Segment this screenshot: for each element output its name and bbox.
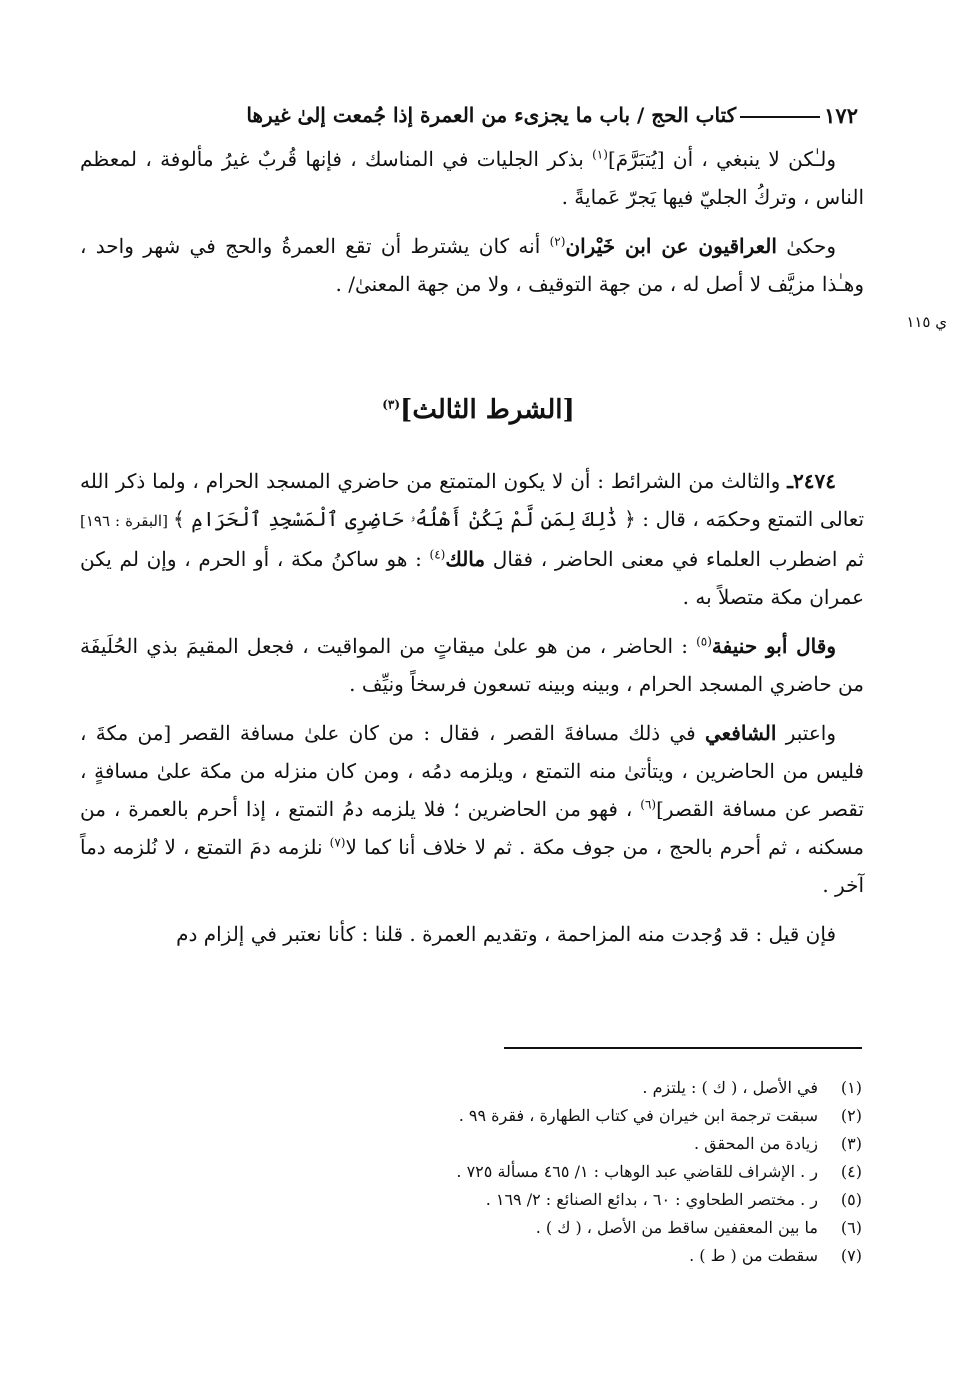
footnote-text: زيادة من المحقق . xyxy=(694,1133,818,1153)
paragraph-number: ٢٤٧٤ـ xyxy=(787,469,836,493)
header-rule xyxy=(740,116,820,118)
p5-text-c: ، فهو من الحاضرين ؛ فلا يلزمه دمُ التمتع ، إذا أحرم بالعمرة ، من مسكنه ، ثم أحرم بالحج ، من جوف مكة . ثم لا خلاف أنا كما لا xyxy=(80,797,865,859)
quran-ref: [البقرة : ١٩٦] xyxy=(80,512,173,530)
p3-text-a: والثالث من الشرائط : أن لا يكون المتمتع من حاضري المسجد الحرام ، ولما ذكر الله تعالى التمتع وحكمَه ، قال : xyxy=(80,469,865,531)
footnote-text: في الأصل ، ( ك ) : يلتزم . xyxy=(642,1077,818,1097)
quran-quote: ﴿ ذَٰلِكَ لِمَن لَّمْ يَكُنْ أَهْلُهُۥ حَاضِرِى ٱلْمَسْجِدِ ٱلْحَرَامِ ﴾ xyxy=(172,507,636,531)
margin-folio-note: ي ١١٥ xyxy=(906,313,947,331)
footnote-ref-3: (٣) xyxy=(382,397,401,412)
footnote-item xyxy=(162,1157,862,1185)
footnote-number: (٣) xyxy=(840,1133,862,1153)
p1-text-b: بذكر الجليات في المناسك ، فإنها قُربٌ غيرُ مألوفة ، لمعظم الناس ، وتركُ الجليّ فيها يَجرّ عَمايةً . xyxy=(80,147,864,209)
footnote-item xyxy=(162,1101,862,1129)
p5-text-a: واعتبر xyxy=(776,721,836,745)
paragraph-3 xyxy=(80,462,864,616)
footnote-item xyxy=(162,1073,862,1101)
footnotes xyxy=(162,1073,862,1269)
p4-bold-abu-hanifa: وقال أبو حنيفة xyxy=(711,634,836,658)
header-title: كتاب الحج / باب ما يجزىء من العمرة إذا جُمعت إلىٰ غيرها xyxy=(246,103,737,127)
text-block-main xyxy=(80,462,864,964)
footnote-item xyxy=(162,1241,862,1269)
paragraph-2 xyxy=(80,227,864,303)
footnote-ref-6: (٦) xyxy=(640,797,657,812)
footnote-number: (٥) xyxy=(840,1189,862,1209)
paragraph-1 xyxy=(80,140,864,216)
paragraph-4 xyxy=(80,627,864,703)
p3-bold-malik: مالك xyxy=(445,547,486,571)
p5-text-b: في ذلك مسافةَ القصر ، فقال : من كان علىٰ مسافة القصر [من مكةَ ، فليس من الحاضرين ، ويتأتىٰ منه التمتع ، ويلزمه دمُه ، ومن كان منزله من مكة علىٰ مسافةٍ ، تقصر عن مسافة القصر] xyxy=(80,721,864,821)
footnote-number: (٧) xyxy=(840,1245,862,1265)
p1-text-a: ولـٰكن لا ينبغي ، أن [يُتبَرَّمَ] xyxy=(607,147,837,171)
footnote-item xyxy=(162,1213,862,1241)
footnote-ref-7: (٧) xyxy=(329,835,346,850)
footnote-number: (٦) xyxy=(840,1217,862,1237)
p2-text-a: وحكىٰ xyxy=(776,234,837,258)
footnote-ref-1: (١) xyxy=(592,147,608,162)
footnote-number: (٢) xyxy=(840,1105,862,1125)
p5-text-d: نلزمه دمَ التمتع ، لا نُلزمه دماً آخر . xyxy=(80,835,864,897)
footnote-number: (١) xyxy=(840,1077,862,1097)
p3-text-b: ثم اضطرب العلماء في معنى الحاضر ، فقال xyxy=(485,547,864,571)
footnote-text: ما بين المعقفين ساقط من الأصل ، ( ك ) . xyxy=(535,1217,818,1237)
paragraph-5 xyxy=(80,714,864,904)
p4-text-a: : الحاضر ، من هو علىٰ ميقاتٍ من المواقيت ، فجعل المقيمَ بذي الحُلَيفَة من حاضري المسجد الحرام ، وبينه وبينه تسعون فرسخاً ونيِّف . xyxy=(80,634,864,696)
footnote-ref-2: (٢) xyxy=(549,234,566,249)
footnote-item xyxy=(162,1129,862,1157)
p2-bold-name: العراقيون عن ابن خَيْران xyxy=(565,234,777,258)
footnote-ref-4: (٤) xyxy=(429,547,446,562)
page-number: ١٧٢ xyxy=(824,102,858,128)
section-heading xyxy=(0,395,957,425)
footnote-text: سقطت من ( ط ) . xyxy=(689,1245,818,1265)
footnote-text: سبقت ترجمة ابن خيران في كتاب الطهارة ، فقرة ٩٩ . xyxy=(458,1105,818,1125)
p6-text-a: فإن قيل : قد وُجدت منه المزاحمة ، وتقديم العمرة . قلنا : كأنا نعتبر في إلزام دم xyxy=(176,922,836,946)
paragraph-6 xyxy=(80,915,864,953)
footnote-separator xyxy=(504,1047,862,1049)
section-heading-text: [الشرط الثالث] xyxy=(400,395,575,425)
p3-text-c: : هو ساكنُ مكة ، أو الحرم ، وإن لم يكن عمران مكة متصلاً به . xyxy=(80,547,864,609)
p5-bold-shafii: الشافعي xyxy=(704,721,777,745)
p2-text-c: أنه كان يشترط أن تقع العمرةُ والحج في شهر واحد ، وهـٰذا مزيَّف لا أصل له ، من جهة التوقيف ، ولا من جهة المعنىٰ/ . xyxy=(80,234,864,296)
footnote-number: (٤) xyxy=(840,1161,862,1181)
footnote-item xyxy=(162,1185,862,1213)
footnote-text: ر . الإشراف للقاضي عبد الوهاب : ١/ ٤٦٥ مسألة ٧٢٥ . xyxy=(456,1161,818,1181)
running-header xyxy=(88,98,858,132)
footnote-ref-5: (٥) xyxy=(696,634,712,649)
footnote-text: ر . مختصر الطحاوي : ٦٠ ، بدائع الصنائع : ٢/ ١٦٩ . xyxy=(485,1189,818,1209)
text-block-top xyxy=(80,140,864,314)
